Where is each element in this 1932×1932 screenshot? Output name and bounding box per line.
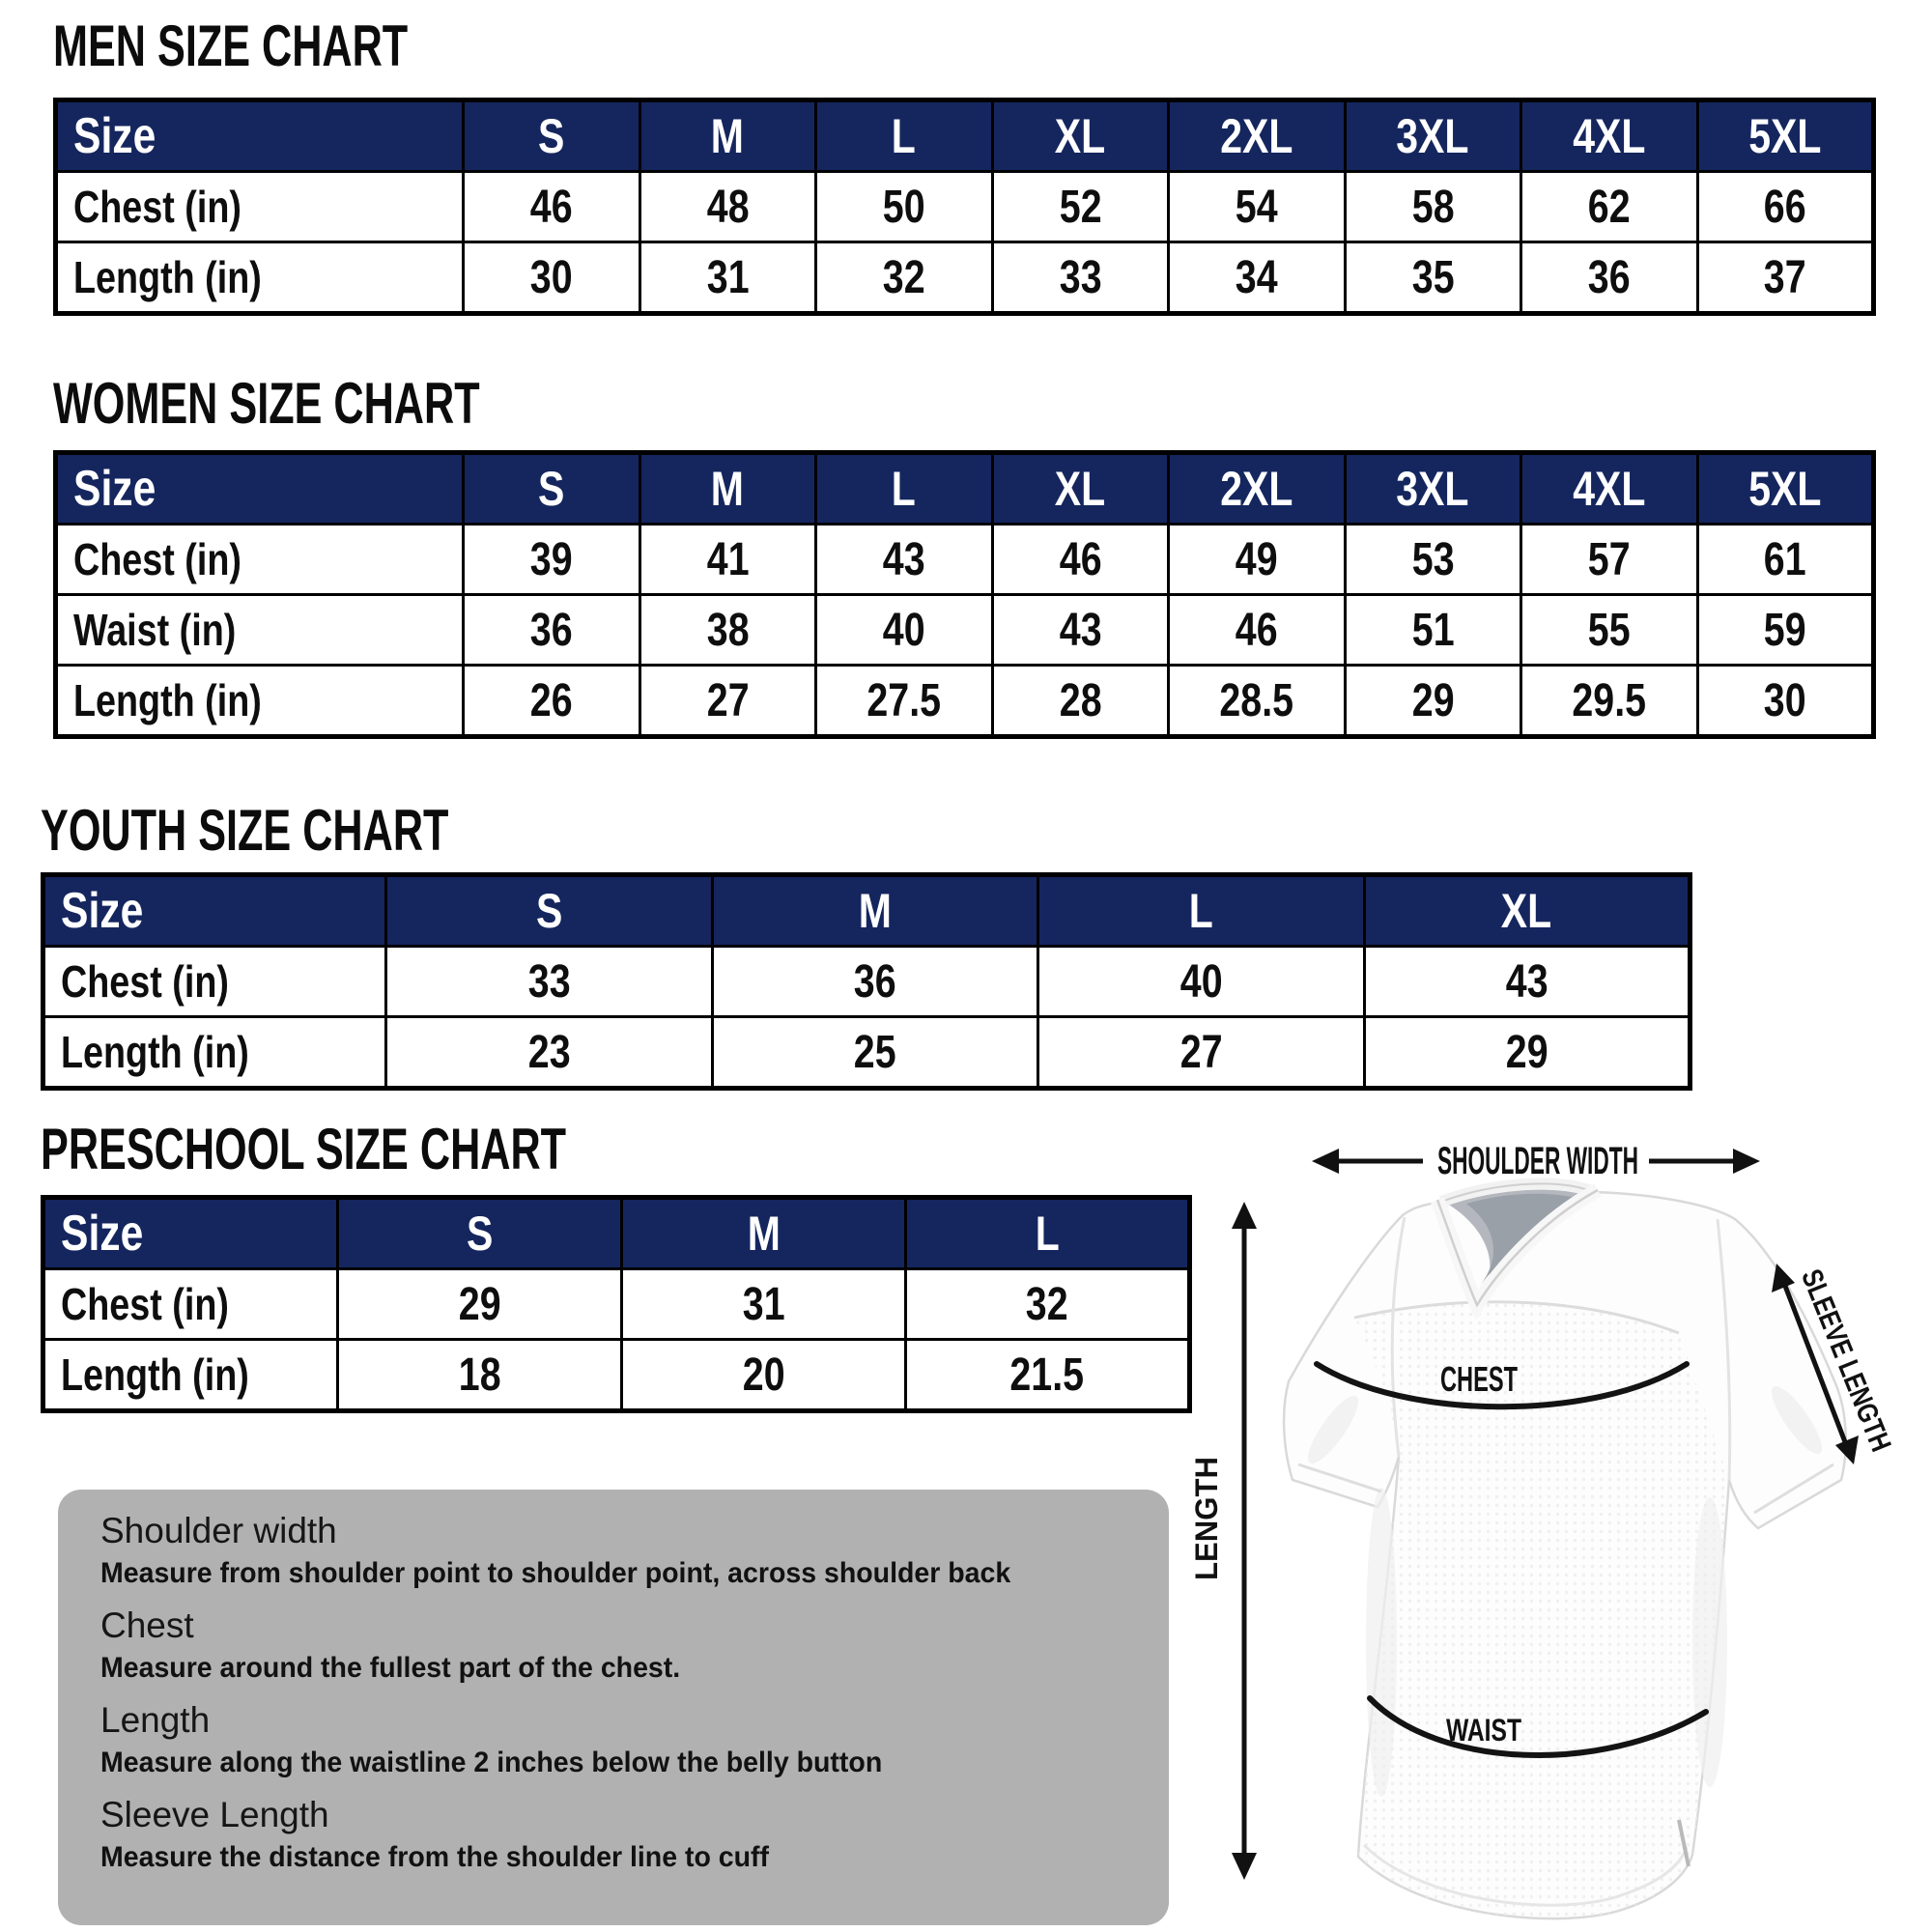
- header-cell: M: [712, 875, 1038, 947]
- guide-term: Sleeve Length: [100, 1795, 329, 1834]
- guide-item-length: [100, 1696, 1140, 1781]
- row-label-cell: Length (in): [43, 1340, 338, 1411]
- jersey-mesh-panel: [1354, 1302, 1729, 1918]
- value-cell: 59: [1697, 595, 1874, 666]
- header-cell: 5XL: [1697, 453, 1874, 525]
- women-size-table: [53, 450, 1876, 739]
- row-label-cell: Length (in): [43, 1017, 386, 1089]
- value-cell: 27: [1038, 1017, 1365, 1089]
- header-cell: XL: [992, 453, 1169, 525]
- header-cell: S: [386, 875, 713, 947]
- preschool-chart-title: PRESCHOOL SIZE CHART: [41, 1117, 567, 1181]
- header-cell: M: [639, 100, 816, 172]
- value-cell: 54: [1169, 172, 1346, 242]
- header-size-cell: Size: [56, 100, 464, 172]
- value-cell: 31: [622, 1269, 906, 1340]
- men-header-row: [56, 100, 1874, 172]
- row-label-cell: Waist (in): [56, 595, 464, 666]
- shoulder-width-label: SHOULDER WIDTH: [1437, 1140, 1638, 1182]
- value-cell: 38: [639, 595, 816, 666]
- guide-item-sleeve-length: [100, 1791, 1140, 1876]
- sleeve-length-label: SLEEVE LENGTH: [1795, 1264, 1916, 1501]
- preschool-length-row: [43, 1340, 1190, 1411]
- women-waist-row: [56, 595, 1874, 666]
- men-length-row: [56, 242, 1874, 314]
- arrow-head-right-icon: [1733, 1149, 1760, 1174]
- header-cell: S: [464, 100, 640, 172]
- value-cell: 57: [1521, 525, 1698, 595]
- header-cell: M: [639, 453, 816, 525]
- men-chart-title: MEN SIZE CHART: [53, 14, 409, 78]
- row-label-cell: Chest (in): [56, 172, 464, 242]
- preschool-size-table: [41, 1195, 1192, 1413]
- men-chest-row: [56, 172, 1874, 242]
- value-cell: 48: [639, 172, 816, 242]
- value-cell: 35: [1345, 242, 1521, 314]
- youth-chest-row: [43, 947, 1690, 1017]
- row-label-cell: Length (in): [56, 666, 464, 737]
- value-cell: 62: [1521, 172, 1698, 242]
- men-size-table: [53, 98, 1876, 316]
- guide-item-chest: [100, 1602, 1140, 1687]
- guide-term: Length: [100, 1700, 211, 1740]
- value-cell: 20: [622, 1340, 906, 1411]
- guide-description: Measure the distance from the shoulder line to cuff: [100, 1841, 770, 1873]
- header-cell: S: [338, 1198, 622, 1269]
- header-cell: S: [464, 453, 640, 525]
- row-label-cell: Chest (in): [43, 947, 386, 1017]
- header-cell: 2XL: [1169, 453, 1346, 525]
- value-cell: 51: [1345, 595, 1521, 666]
- header-cell: 5XL: [1697, 100, 1874, 172]
- header-cell: 4XL: [1521, 100, 1698, 172]
- header-cell: 3XL: [1345, 453, 1521, 525]
- value-cell: 28.5: [1169, 666, 1346, 737]
- value-cell: 40: [1038, 947, 1365, 1017]
- value-cell: 31: [639, 242, 816, 314]
- value-cell: 29.5: [1521, 666, 1698, 737]
- value-cell: 41: [639, 525, 816, 595]
- arrow-head-up-icon: [1232, 1202, 1257, 1229]
- value-cell: 46: [992, 525, 1169, 595]
- header-cell: L: [1038, 875, 1365, 947]
- value-cell: 39: [464, 525, 640, 595]
- value-cell: 40: [816, 595, 993, 666]
- header-cell: L: [906, 1198, 1190, 1269]
- youth-size-table: [41, 872, 1692, 1091]
- length-label: LENGTH: [1189, 1453, 1224, 1580]
- value-cell: 29: [338, 1269, 622, 1340]
- youth-header-row: [43, 875, 1690, 947]
- youth-chart-title: YOUTH SIZE CHART: [41, 798, 449, 863]
- value-cell: 37: [1697, 242, 1874, 314]
- row-label-cell: Chest (in): [43, 1269, 338, 1340]
- guide-description: Measure around the fullest part of the chest.: [100, 1652, 681, 1684]
- youth-length-row: [43, 1017, 1690, 1089]
- header-cell: M: [622, 1198, 906, 1269]
- guide-description: Measure from shoulder point to shoulder point, across shoulder back: [100, 1557, 1011, 1589]
- header-size-cell: Size: [43, 875, 386, 947]
- value-cell: 26: [464, 666, 640, 737]
- jersey-measurement-diagram: [1188, 1101, 1932, 1932]
- value-cell: 27: [639, 666, 816, 737]
- value-cell: 36: [464, 595, 640, 666]
- value-cell: 36: [712, 947, 1038, 1017]
- arrow-head-left-icon: [1312, 1149, 1339, 1174]
- value-cell: 36: [1521, 242, 1698, 314]
- value-cell: 49: [1169, 525, 1346, 595]
- header-size-cell: Size: [43, 1198, 338, 1269]
- value-cell: 23: [386, 1017, 713, 1089]
- row-label-cell: Length (in): [56, 242, 464, 314]
- header-cell: XL: [992, 100, 1169, 172]
- value-cell: 61: [1697, 525, 1874, 595]
- guide-description: Measure along the waistline 2 inches below the belly button: [100, 1747, 883, 1778]
- chest-label: CHEST: [1440, 1359, 1519, 1399]
- value-cell: 66: [1697, 172, 1874, 242]
- value-cell: 43: [1364, 947, 1690, 1017]
- value-cell: 43: [816, 525, 993, 595]
- guide-term: Chest: [100, 1605, 194, 1645]
- preschool-header-row: [43, 1198, 1190, 1269]
- women-chest-row: [56, 525, 1874, 595]
- value-cell: 33: [992, 242, 1169, 314]
- value-cell: 18: [338, 1340, 622, 1411]
- header-cell: L: [816, 453, 993, 525]
- value-cell: 32: [906, 1269, 1190, 1340]
- value-cell: 32: [816, 242, 993, 314]
- measurement-guide-box: [58, 1490, 1169, 1925]
- guide-item-shoulder-width: [100, 1507, 1140, 1592]
- value-cell: 43: [992, 595, 1169, 666]
- row-label-cell: Chest (in): [56, 525, 464, 595]
- value-cell: 34: [1169, 242, 1346, 314]
- preschool-chest-row: [43, 1269, 1190, 1340]
- value-cell: 33: [386, 947, 713, 1017]
- value-cell: 52: [992, 172, 1169, 242]
- header-cell: 3XL: [1345, 100, 1521, 172]
- women-header-row: [56, 453, 1874, 525]
- header-cell: L: [816, 100, 993, 172]
- value-cell: 53: [1345, 525, 1521, 595]
- header-cell: 2XL: [1169, 100, 1346, 172]
- header-cell: XL: [1364, 875, 1690, 947]
- value-cell: 46: [1169, 595, 1346, 666]
- value-cell: 27.5: [816, 666, 993, 737]
- value-cell: 28: [992, 666, 1169, 737]
- value-cell: 25: [712, 1017, 1038, 1089]
- arrow-head-down-icon: [1232, 1853, 1257, 1880]
- value-cell: 46: [464, 172, 640, 242]
- value-cell: 29: [1345, 666, 1521, 737]
- waist-label: WAIST: [1446, 1713, 1522, 1747]
- women-chart-title: WOMEN SIZE CHART: [53, 371, 480, 436]
- value-cell: 50: [816, 172, 993, 242]
- value-cell: 30: [1697, 666, 1874, 737]
- value-cell: 21.5: [906, 1340, 1190, 1411]
- value-cell: 58: [1345, 172, 1521, 242]
- header-cell: 4XL: [1521, 453, 1698, 525]
- value-cell: 29: [1364, 1017, 1690, 1089]
- header-size-cell: Size: [56, 453, 464, 525]
- value-cell: 30: [464, 242, 640, 314]
- guide-term: Shoulder width: [100, 1511, 337, 1550]
- value-cell: 55: [1521, 595, 1698, 666]
- women-length-row: [56, 666, 1874, 737]
